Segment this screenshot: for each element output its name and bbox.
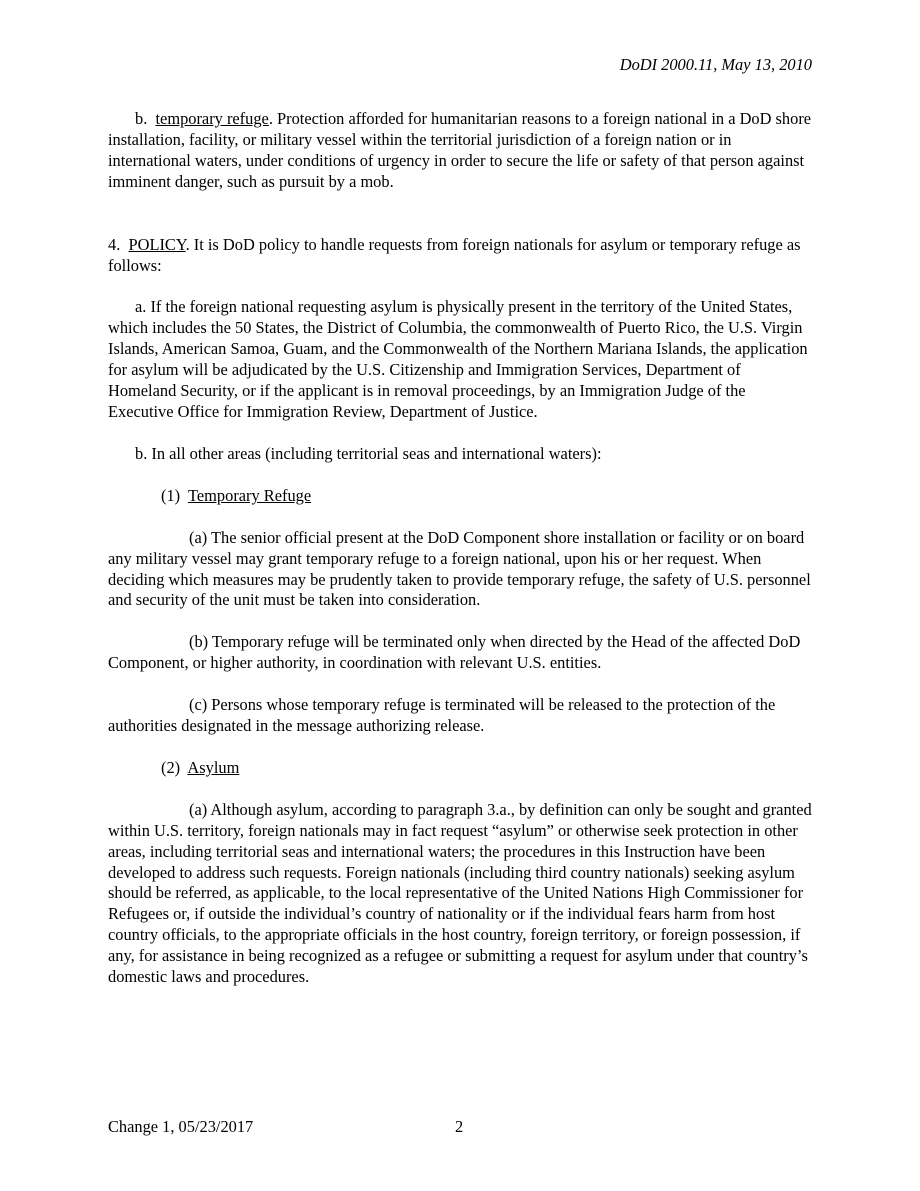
paragraph-4b2a: (a) Although asylum, according to paragraph 3.a., by definition can only be sought and granted within U.S. territory, foreign nationals may in fact request “asylum” or otherwise seek protection in other areas, including territorial seas and international waters; the procedures in this Instruction have been developed to address such requests. Foreign nationals (including third country nationals) seeking asylum should be referred, as applicable, to the local representative of the United Nations High Commissioner for Refugees or, if outside the individual’s country of nationality or if the individual fears harm from host country officials, to the appropriate officials in the host country, foreign territory, or foreign possession, if any, for assistance in being recognized as a refugee or submitting a request for asylum under that country’s domestic laws and procedures. — [108, 799, 812, 987]
section-number: 4. — [108, 234, 121, 254]
paragraph-3b — [108, 109, 813, 193]
change-notice: Change 1, 05/23/2017 — [108, 1117, 254, 1136]
term-temporary-refuge: temporary refuge — [155, 109, 269, 128]
subsection-marker: (1) — [161, 485, 181, 505]
subsection-4b1 — [108, 486, 813, 507]
paragraph-4a: a. If the foreign national requesting asylum is physically present in the territory of the United States, which includes the 50 States, the District of Columbia, the commonwealth of Puerto Rico, the U.S. Virgin Islands, American Samoa, Guam, and the Commonwealth of the Northern Mariana Islands, the application for asylum will be adjudicated by the U.S. Citizenship and Immigration Services, Department of Homeland Security, or if the applicant is in removal proceedings, by an Immigration Judge of the Executive Office for Immigration Review, Department of Justice. — [108, 297, 808, 421]
section-heading-policy: POLICY — [128, 234, 186, 254]
paragraph-4b1b: (b) Temporary refuge will be terminated only when directed by the Head of the affected DoD Component, or higher authority, in coordination with relevant U.S. entities. — [108, 632, 801, 673]
document-reference: DoDI 2000.11, May 13, 2010 — [619, 55, 812, 74]
policy-text: . It is DoD policy to handle requests from foreign nationals for asylum or temporary refuge as follows: — [108, 234, 801, 275]
paragraph-4b: b. In all other areas (including territorial seas and international waters): — [135, 443, 602, 463]
paragraph-marker: b. — [135, 109, 148, 128]
subsection-heading-asylum: Asylum — [187, 757, 240, 777]
subsection-marker: (2) — [161, 757, 181, 777]
document-body — [108, 109, 813, 988]
subsection-4b2 — [108, 758, 813, 779]
paragraph-4b1c: (c) Persons whose temporary refuge is terminated will be released to the protection of the authorities designated in the message authorizing release. — [108, 695, 776, 736]
paragraph-4 — [108, 235, 813, 277]
definition-text: . Protection afforded for humanitarian reasons to a foreign national in a DoD shore installation, facility, or military vessel within the territorial jurisdiction of a foreign nation or in international waters, under conditions of urgency in order to secure the life or safety of that person against imminent danger, such as pursuit by a mob. — [108, 109, 812, 191]
subsection-heading-temporary-refuge: Temporary Refuge — [188, 485, 312, 505]
paragraph-4b1a: (a) The senior official present at the DoD Component shore installation or facility or on board any military vessel may grant temporary refuge to a foreign national, upon his or her request. When deciding which measures may be prudently taken to provide temporary refuge, the safety of U.S. personnel and security of the unit must be taken into consideration. — [108, 527, 811, 610]
page-number: 2 — [455, 1117, 464, 1136]
